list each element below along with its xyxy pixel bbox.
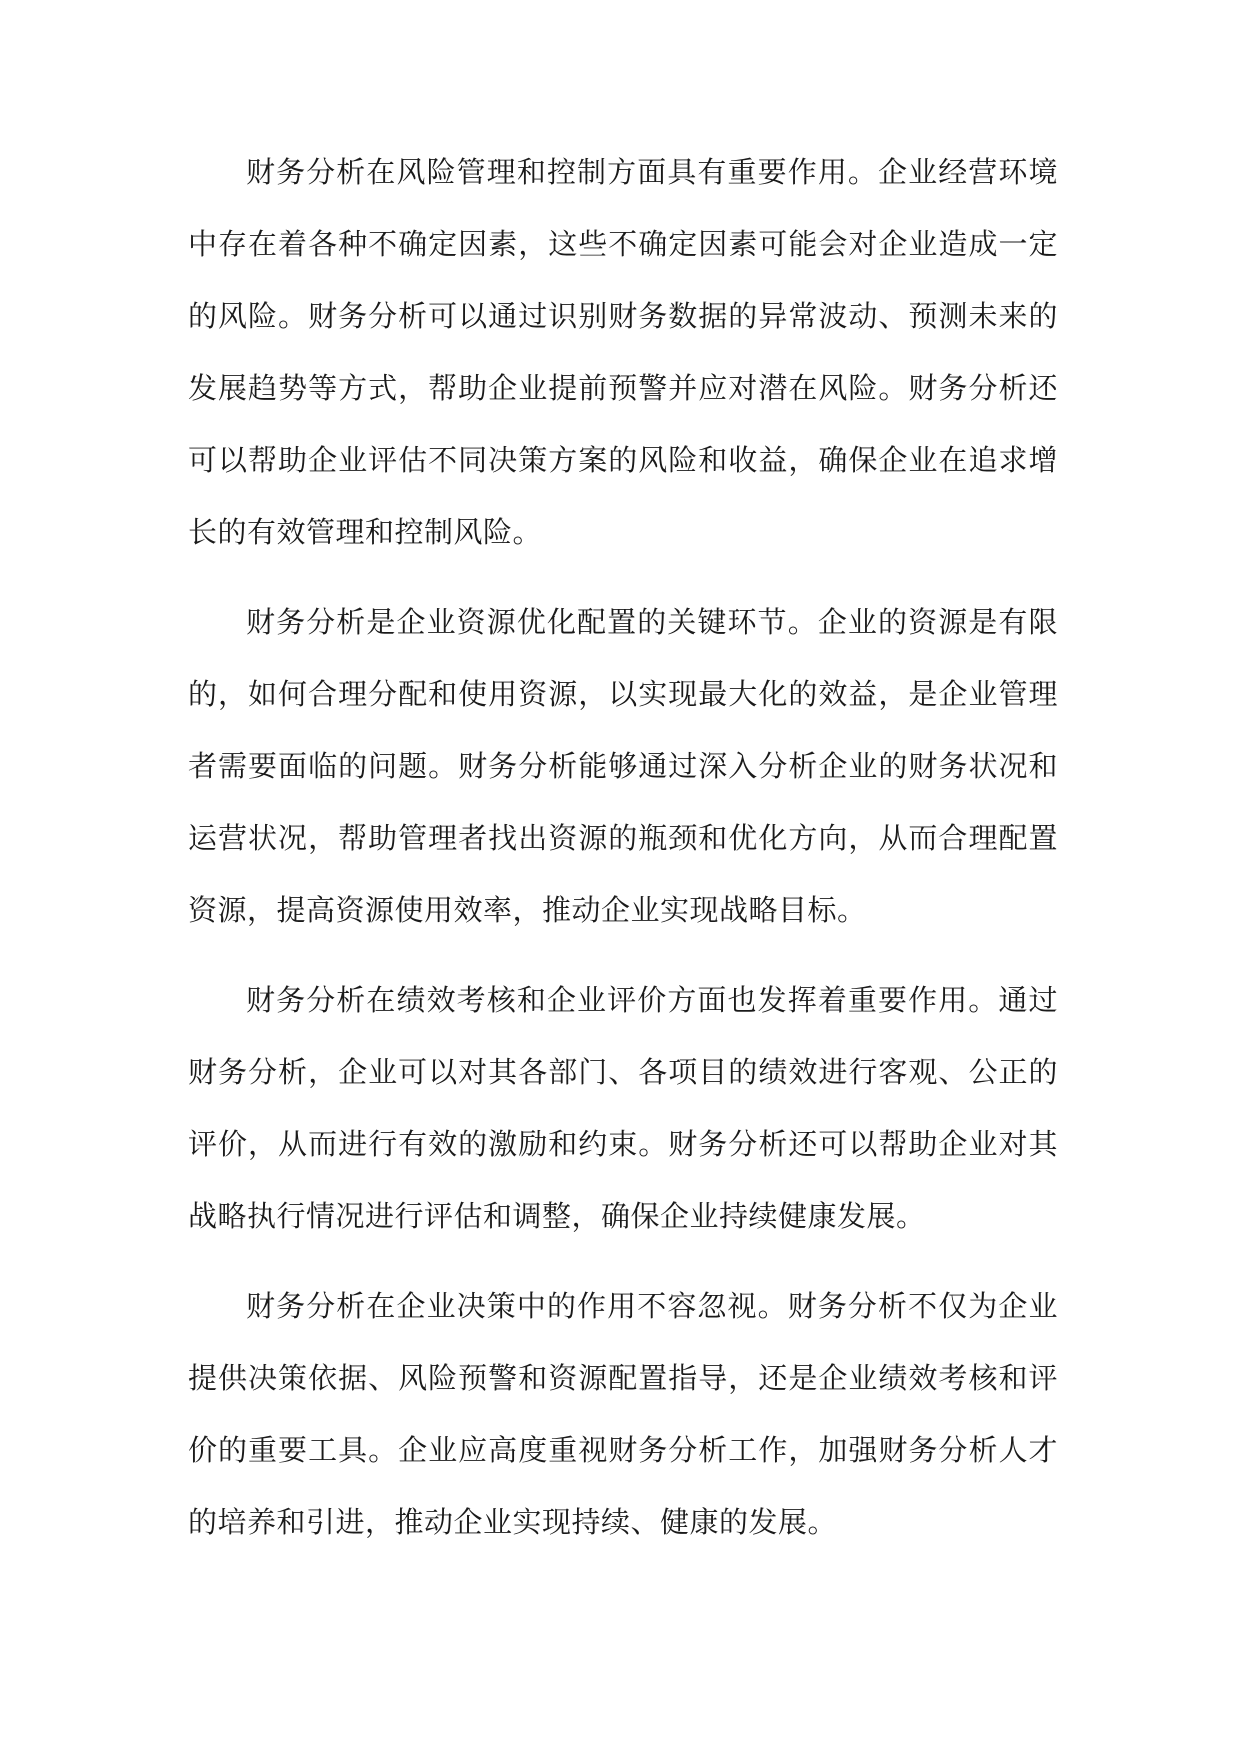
document-body [188,136,1058,1576]
paragraph-conclusion: 财务分析在企业决策中的作用不容忽视。财务分析不仅为企业提供决策依据、风险预警和资源配置指导，还是企业绩效考核和评价的重要工具。企业应高度重视财务分析工作，加强财务分析人才的培养和引进，推动企业实现持续、健康的发展。 [188,1289,1058,1539]
paragraph-risk-management: 财务分析在风险管理和控制方面具有重要作用。企业经营环境中存在着各种不确定因素，这些不确定因素可能会对企业造成一定的风险。财务分析可以通过识别财务数据的异常波动、预测未来的发展趋势等方式，帮助企业提前预警并应对潜在风险。财务分析还可以帮助企业评估不同决策方案的风险和收益，确保企业在追求增长的有效管理和控制风险。 [188,155,1058,549]
paragraph-performance-evaluation: 财务分析在绩效考核和企业评价方面也发挥着重要作用。通过财务分析，企业可以对其各部门、各项目的绩效进行客观、公正的评价，从而进行有效的激励和约束。财务分析还可以帮助企业对其战略执行情况进行评估和调整，确保企业持续健康发展。 [188,983,1058,1233]
paragraph-resource-allocation: 财务分析是企业资源优化配置的关键环节。企业的资源是有限的，如何合理分配和使用资源，以实现最大化的效益，是企业管理者需要面临的问题。财务分析能够通过深入分析企业的财务状况和运营状况，帮助管理者找出资源的瓶颈和优化方向，从而合理配置资源，提高资源使用效率，推动企业实现战略目标。 [188,605,1058,927]
